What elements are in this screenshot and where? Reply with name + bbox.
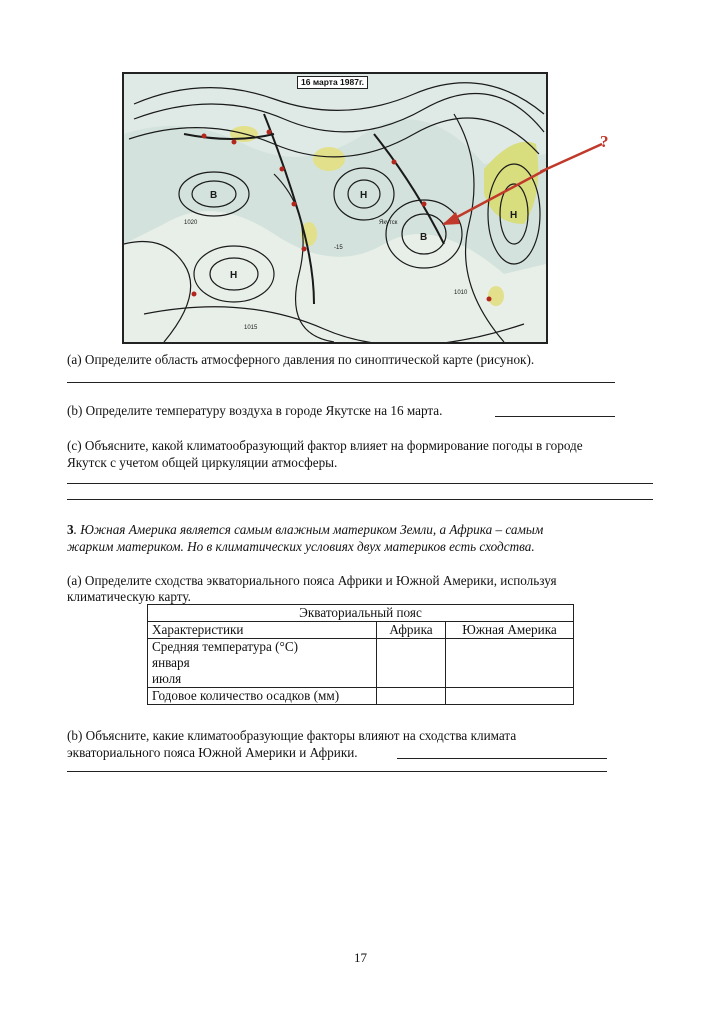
page-number: 17 [354, 950, 367, 965]
q2-c-answer-line2[interactable] [67, 499, 653, 500]
cell-africa-precipitation[interactable] [377, 688, 446, 705]
svg-text:-15: -15 [334, 245, 343, 251]
table-row-precipitation: Годовое количество осадков (мм) [148, 688, 377, 705]
cell-africa-temperature[interactable] [377, 639, 446, 688]
svg-text:Н: Н [230, 270, 238, 281]
q2-a-answer-line[interactable] [67, 382, 615, 383]
table-header-africa: Африка [377, 622, 446, 639]
svg-text:Якутск: Якутск [379, 220, 398, 226]
q2-b-text: (b) Определите температуру воздуха в городе Якутске на 16 марта. [67, 403, 443, 418]
q3-b-answer-line1[interactable] [397, 758, 607, 759]
svg-text:В: В [210, 190, 218, 201]
synoptic-map [122, 72, 548, 344]
svg-text:Н: Н [510, 210, 518, 221]
july-label: июля [152, 671, 182, 686]
svg-text:1010: 1010 [454, 290, 468, 296]
svg-text:Н: Н [360, 190, 368, 201]
temperature-label: Средняя температура (°С) [152, 639, 299, 654]
table-title: Экваториальный пояс [148, 605, 574, 622]
q3-intro-line2: жарким материком. Но в климатических условиях двух материков есть сходства. [67, 539, 535, 554]
q3-b-answer-line2[interactable] [67, 771, 607, 772]
q3-a-text-line2: климатическую карту. [67, 589, 191, 604]
cell-south-america-temperature[interactable] [446, 639, 574, 688]
q2-b-answer-line[interactable] [495, 416, 615, 417]
map-question-mark: ? [600, 132, 609, 151]
january-label: января [152, 655, 190, 670]
svg-text:1020: 1020 [184, 220, 198, 226]
svg-text:В: В [420, 232, 428, 243]
map-date-label: 16 марта 1987г. [297, 76, 368, 89]
cell-south-america-precipitation[interactable] [446, 688, 574, 705]
q3-intro-line1: 3. Южная Америка является самым влажным материком Земли, а Африка – самым [67, 522, 544, 537]
table-row-temperature [148, 639, 377, 688]
svg-text:1015: 1015 [244, 325, 258, 331]
q3-a-text-line1: (a) Определите сходства экваториального пояса Африки и Южной Америки, используя [67, 573, 557, 588]
table-header-characteristics: Характеристики [148, 622, 377, 639]
q3-b-text-line2: экваториального пояса Южной Америки и Африки. [67, 745, 358, 760]
climate-table [147, 604, 574, 705]
q3-b-text-line1: (b) Объясните, какие климатообразующие факторы влияют на сходства климата [67, 728, 517, 743]
q2-c-text-line1: (c) Объясните, какой климатообразующий фактор влияет на формирование погоды в городе [67, 438, 583, 453]
q3-number: 3 [67, 522, 74, 537]
table-header-south-america: Южная Америка [446, 622, 574, 639]
q2-c-answer-line1[interactable] [67, 483, 653, 484]
synoptic-map-drawing [124, 74, 546, 342]
q2-a-text: (a) Определите область атмосферного давления по синоптической карте (рисунок). [67, 352, 535, 367]
q2-c-text-line2: Якутск с учетом общей циркуляции атмосферы. [67, 455, 338, 470]
